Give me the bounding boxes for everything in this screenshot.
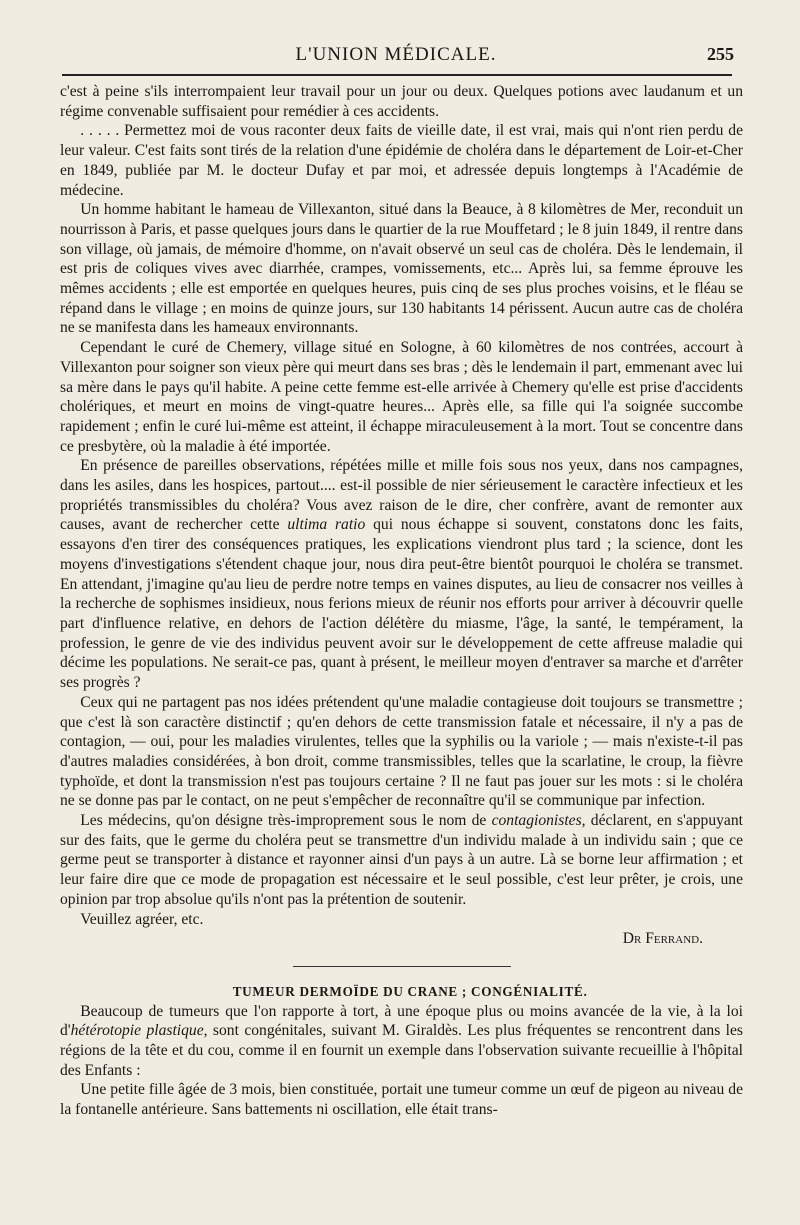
body-text — [60, 82, 743, 1120]
letter-paragraph — [60, 456, 743, 692]
page-number: 255 — [707, 44, 734, 64]
letter-paragraph: Ceux qui ne partagent pas nos idées prétendent qu'une maladie contagieuse doit toujours se transmettre ; que c'est là son caractère distinctif ; qu'en dehors de cette transmission fatale et nécessaire, il n'y a pas de contagion, — oui, pour les maladies virulentes, telles que la syphilis ou la variole ; — mais n'existe-t-il pas d'autres maladies considérées, à bon droit, comme transmissibles, telles que la scarlatine, le croup, la fièvre typhoïde, et dont la transmission n'est pas toujours certaine ? Il ne faut pas jouer sur les mots : si le choléra ne se donne pas par le contact, on ne peut s'empêcher de reconnaître qu'il se communique par infection. — [60, 693, 743, 810]
text-run: Les médecins, qu'on désigne très-improprement sous le nom de — [80, 812, 492, 830]
article-paragraph: Une petite fille âgée de 3 mois, bien constituée, portait une tumeur comme un œuf de pigeon au niveau de la fontanelle antérieure. Sans battements ni oscillation, elle était trans- — [60, 1081, 743, 1119]
section-divider — [293, 966, 511, 967]
article-paragraph — [60, 1002, 743, 1081]
text-run: En présence de pareilles observations, répétées mille et mille fois sous nos yeux, dans nos campagnes, dans les asiles, dans les hospices, partout.... est-il possible de nier sérieusement le caractère infectieux et les propriétés transmissibles du choléra? Vous avez raison de le dire, cher confrère, avant de remonter aux causes, avant de rechercher cette — [60, 457, 743, 534]
header-rule — [62, 74, 732, 76]
letter-signoff: Veuillez agréer, etc. — [80, 910, 204, 928]
letter-paragraph: Un homme habitant le hameau de Villexanton, situé dans la Beauce, à 8 kilomètres de Mer, reconduit un nourrisson à Paris, et passe quelques jours dans le quartier de la rue Mouffetard ; le 8 juin 1849, il rentre dans son village, où jamais, de mémoire d'homme, on n'avait observé un seul cas de choléra. Dès le lendemain, il est pris de coliques vives avec diarrhée, crampes, vomissements, etc... Après lui, sa femme éprouve les mêmes accidents ; elle est emportée en quelques heures, puis cinq de ses plus proches voisins, et le fléau se répand dans le village ; en moins de quinze jours, sur 130 habitants 14 périssent. Aucun autre cas de choléra ne se manifesta dans les hameaux environnants. — [60, 201, 743, 337]
page-header — [58, 40, 734, 74]
letter-paragraph: . . . . . Permettez moi de vous raconter deux faits de vieille date, il est vrai, mais qui n'ont rien perdu de leur valeur. C'est faits sont tirés de la relation d'une épidémie de choléra dans le département de Loir-et-Cher en 1849, publiée par M. le docteur Dufay et par moi, et adressée depuis longtemps à l'Académie de médecine. — [60, 122, 743, 199]
emphasis: contagionistes, — [491, 812, 586, 830]
running-title: L'UNION MÉDICALE. — [295, 44, 497, 65]
letter-paragraph — [60, 811, 743, 910]
letter-paragraph: c'est à peine s'ils interrompaient leur travail pour un jour ou deux. Quelques potions avec laudanum et un régime convenable suffisaient pour remédier à ces accidents. — [60, 83, 743, 120]
article-title: TUMEUR DERMOÏDE DU CRANE ; CONGÉNIALITÉ. — [232, 983, 588, 999]
letter-paragraph: Cependant le curé de Chemery, village situé en Sologne, à 60 kilomètres de nos contrées, accourt à Villexanton pour soigner son vieux père qui meurt dans ses bras ; dès le lendemain il part, emmenant avec lui sa mère dans le pays qu'il habite. A peine cette femme est-elle arrivée à Chemery qu'elle est prise d'accidents cholériques, et meurt en moins de vingt-quatre heures... Après elle, sa fille qui l'a soignée succombe rapidement ; enfin le curé lui-même est atteint, il échappe miraculeusement à la mort. Tout se concentre dans ce presbytère, où la maladie à été importée. — [60, 339, 743, 455]
text-run: Beaucoup de tumeurs que l'on rapporte à tort, à une époque plus ou moins avancée de la vie, à la loi d' — [60, 1002, 743, 1040]
text-run: sont congénitales, suivant M. Giraldès. Les plus fréquentes se rencontrent dans les régions de la tête et du cou, comme il en fournit un exemple dans l'observation suivante recueillie à l'hôpital des Enfants : — [60, 1022, 743, 1079]
emphasis: ultima ratio — [287, 516, 366, 534]
emphasis: hétérotopie plastique, — [70, 1022, 208, 1040]
signature: Dr Ferrand. — [622, 930, 703, 948]
text-run: qui nous échappe si souvent, constatons donc les faits, essayons d'en tirer des conséquences pratiques, les explications viendront plus tard ; la science, dont les moyens d'investigations s'étendent chaque jour, nous dira peut-être bientôt pourquoi le choléra se transmet. En attendant, j'imagine qu'au lieu de perdre notre temps en vaines disputes, au lieu de consacrer nos veilles à la recherche de sophismes insidieux, nous ferions mieux de réunir nos efforts pour arriver à découvrir quelle part d'influence relative, en dehors de l'action délétère du miasme, l'âge, la santé, le tempérament, la profession, le genre de vie des individus peuvent avoir sur le développement de cette affreuse maladie qui décime les populations. Ne serait-ce pas, quant à présent, le meilleur moyen d'entraver sa marche et d'arrêter ses progrès ? — [60, 516, 743, 692]
text-run: déclarent, en s'appuyant sur des faits, que le germe du choléra peut se transmettre d'un individu malade à un individu sain ; que ce germe peut se transporter à distance et rayonner ainsi d'un pays à un autre. Là se borne leur affirmation ; et leur faire dire que ce mode de propagation est nécessaire et le seul possible, c'est leur prêter, je crois, une opinion par trop absolue qu'ils n'ont pas la prétention de soutenir. — [60, 812, 743, 908]
